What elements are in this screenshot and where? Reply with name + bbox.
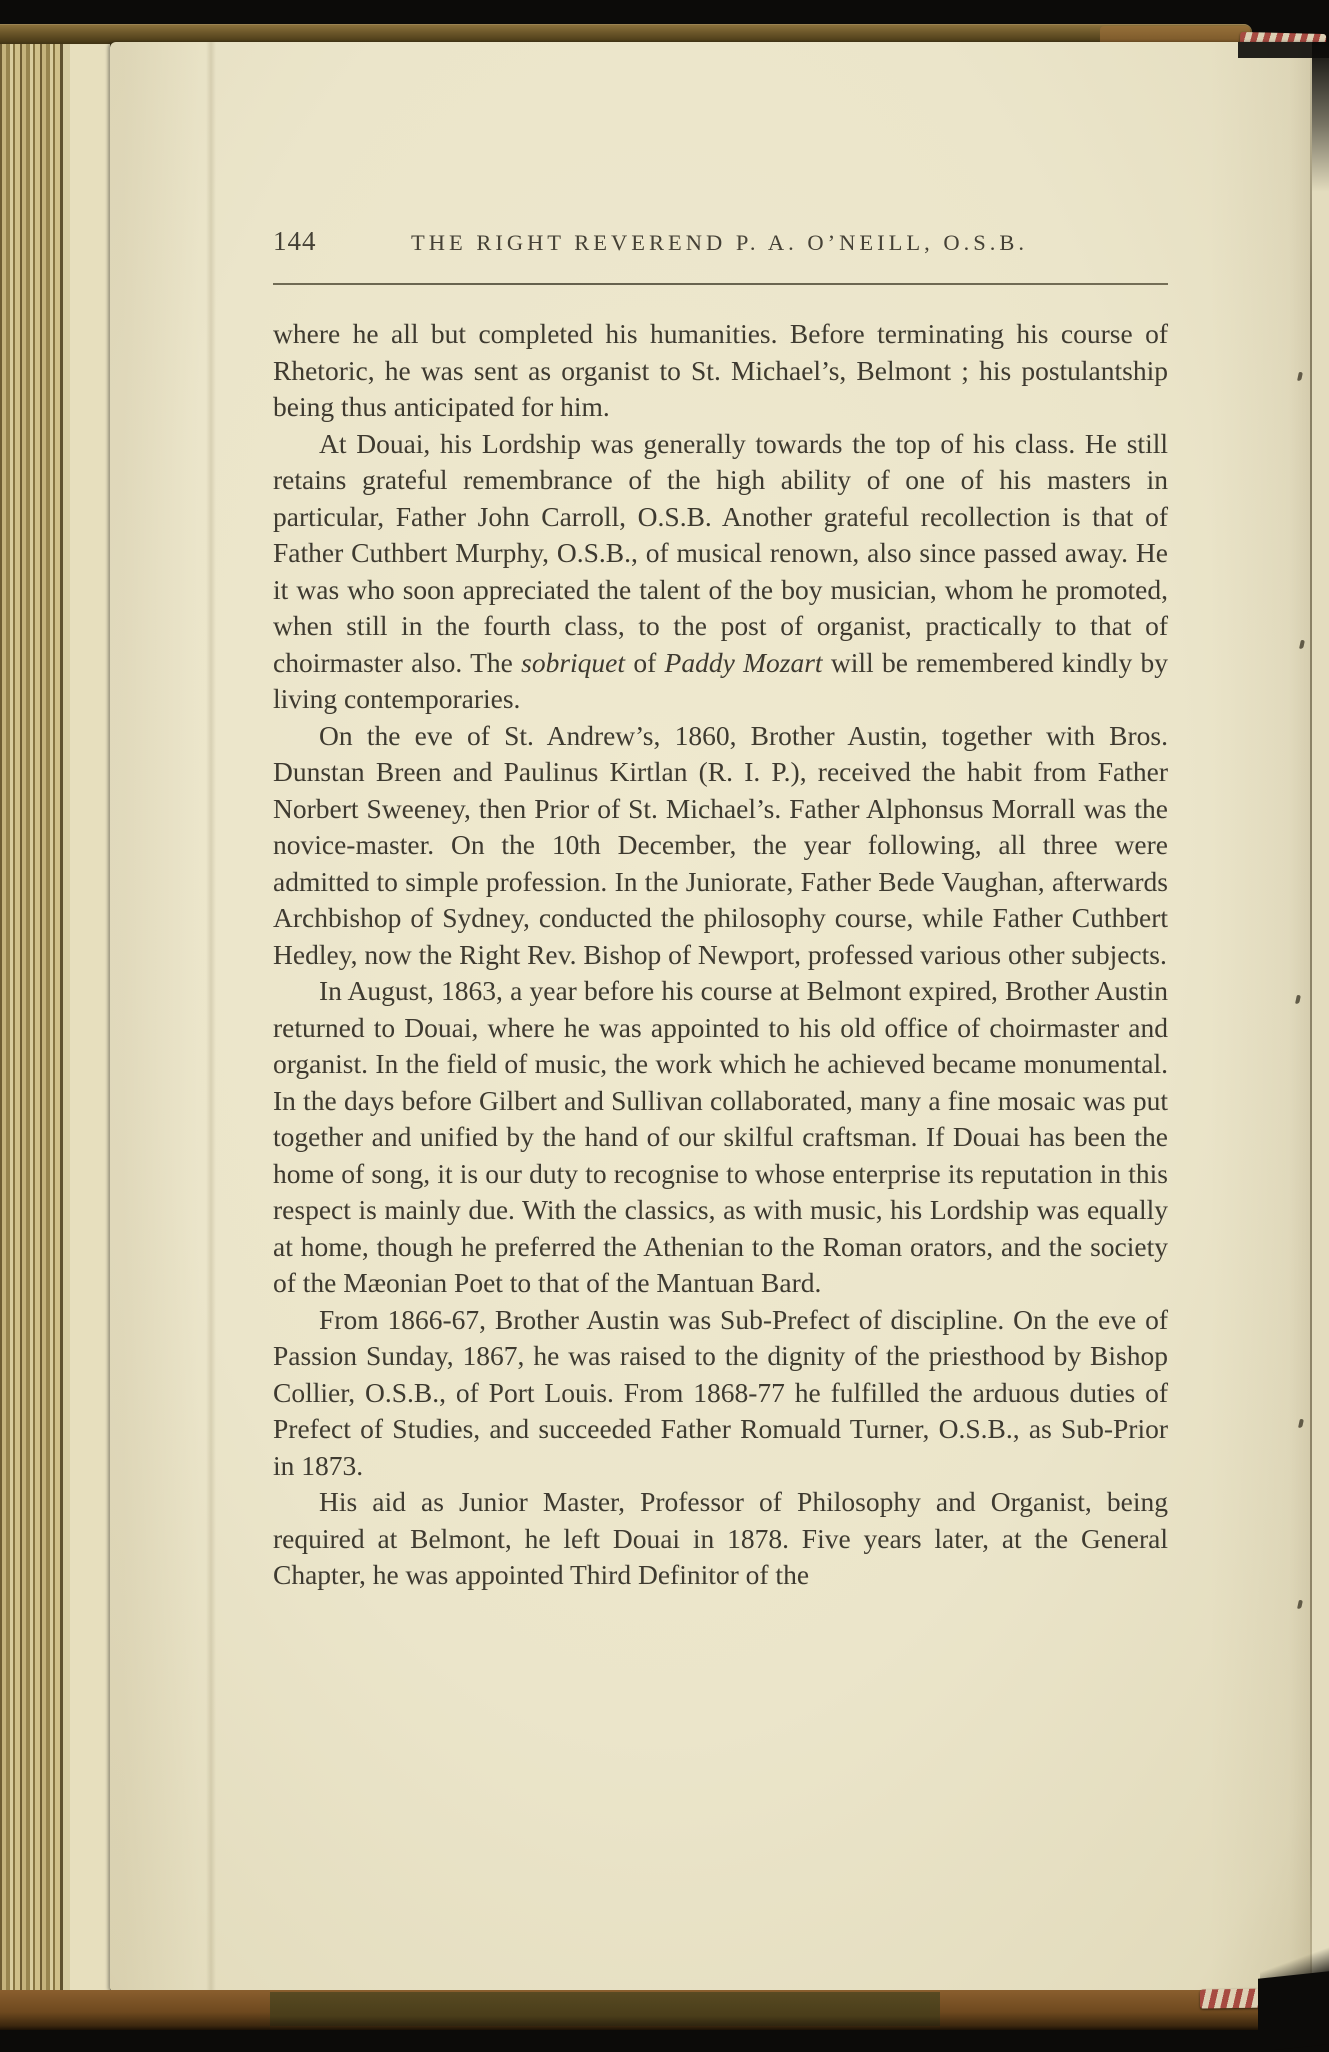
text-segment: His aid as Junior Master, Professor of Philosophy and Organist, being required at Belmont, he left Douai in 1878. Five years later, at the General Chapter, he was appointed Third Definitor of the <box>273 1486 1168 1590</box>
page-number: 144 <box>273 226 317 256</box>
text-segment: where he all but completed his humanities. Before terminating his course of Rhetoric, he was sent as organist to St. Michael’s, Belmont ; his postulantship being thus anticipated for him. <box>273 318 1168 422</box>
gutter-dark-fade <box>1312 42 1329 192</box>
paragraph <box>273 1302 1168 1485</box>
text-segment: In August, 1863, a year before his course at Belmont expired, Brother Austin returned to Douai, where he was appointed to his old office of choirmaster and organist. In the field of music, the work which he achieved became monumental. In the days before Gilbert and Sullivan collaborated, many a fine mosaic was put together and unified by the hand of our skilful craftsman. If Douai has been the home of song, it is our duty to recognise to whose enterprise its reputation in this respect is mainly due. With the classics, as with music, his Lordship was equally at home, though he preferred the Athenian to the Roman orators, and the society of the Mæonian Poet to that of the Mantuan Bard. <box>273 975 1168 1298</box>
gutter-shadow <box>1310 52 1312 1987</box>
italic-text: sobriquet <box>521 646 626 678</box>
body-text <box>273 316 1168 1594</box>
next-page-edge <box>1312 42 1329 1992</box>
paragraph <box>273 1484 1168 1594</box>
text-segment: of <box>625 646 665 678</box>
text-segment: will be remembered kindly by living contemporaries. <box>273 646 1168 714</box>
margin-speck <box>1295 995 1301 1005</box>
spine-bottom-dark-band <box>270 1992 940 2026</box>
page-curvature-shadow <box>206 42 216 1992</box>
text-segment: From 1866-67, Brother Austin was Sub-Prefect of discipline. On the eve of Passion Sunday, 1867, he was raised to the dignity of the priesthood by Bishop Collier, O.S.B., of Port Louis. From 1868-77 he fulfilled the arduous duties of Prefect of Studies, and succeeded Father Romuald Turner, O.S.B., as Sub-Prior in 1873. <box>273 1303 1168 1481</box>
margin-speck <box>1297 372 1303 382</box>
running-header: THE RIGHT REVEREND P. A. O’NEILL, O.S.B. <box>410 230 1029 255</box>
paragraph <box>273 973 1168 1302</box>
paragraph <box>273 426 1168 718</box>
margin-speck <box>1297 1600 1303 1610</box>
book-page <box>110 42 1329 1992</box>
dark-corner-bottom-right <box>1258 1971 1329 2051</box>
page-fore-edge <box>60 44 110 2002</box>
header-rule <box>273 283 1168 285</box>
italic-text: Paddy Mozart <box>664 646 823 678</box>
paragraph <box>273 316 1168 426</box>
paragraph <box>273 718 1168 974</box>
margin-speck <box>1298 1419 1304 1429</box>
margin-speck <box>1299 640 1305 650</box>
text-segment: On the eve of St. Andrew’s, 1860, Brother Austin, together with Bros. Dunstan Breen and Paulinus Kirtlan (R. I. P.), received the habit from Father Norbert Sweeney, then Prior of St. Michael’s. Father Alphonsus Morrall was the novice-master. On the 10th December, the year following, all three were admitted to simple profession. In the Juniorate, Father Bede Vaughan, afterwards Archbishop of Sydney, conducted the philosophy course, while Father Cuthbert Hedley, now the Right Rev. Bishop of Newport, professed various other subjects. <box>273 719 1168 970</box>
text-segment: At Douai, his Lordship was generally towards the top of his class. He still retains grateful remembrance of the high ability of one of his masters in particular, Father John Carroll, O.S.B. Another grateful recollection is that of Father Cuthbert Murphy, O.S.B., of musical renown, also since passed away. He it was who soon appreciated the talent of the boy musician, whom he promoted, when still in the fourth class, to the post of organist, practically to that of choirmaster also. The <box>273 427 1168 678</box>
page-edges-stack <box>0 44 60 2010</box>
